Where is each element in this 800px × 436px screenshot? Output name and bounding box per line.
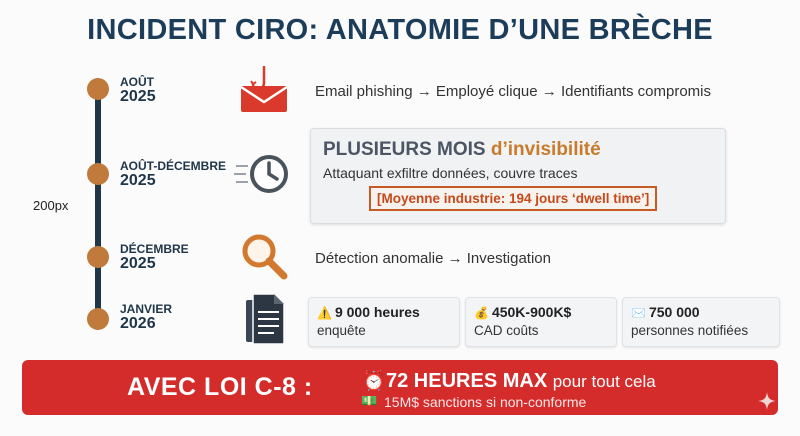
card-label: enquête	[317, 323, 366, 338]
box-title-highlight: d’invisibilité	[490, 139, 601, 160]
period-aout	[120, 76, 156, 105]
money-icon: 💵	[361, 393, 378, 408]
magnifier-icon	[240, 232, 290, 287]
dwell-time-tag: [Moyenne industrie: 194 jours ‘dwell time’]	[369, 186, 657, 211]
alarm-clock-icon: ⏰	[362, 371, 386, 392]
phishing-envelope-icon	[238, 64, 290, 119]
card-costs	[465, 297, 617, 347]
period-month: AOÛT	[120, 75, 154, 89]
card-label: CAD coûts	[474, 323, 539, 338]
warning-icon: ⚠️	[317, 306, 332, 320]
box-title-main: PLUSIEURS MOIS	[323, 139, 486, 160]
period-month: AOÛT-DÉCEMBRE	[120, 159, 227, 173]
card-label: personnes notifiées	[631, 323, 749, 338]
dwell-time-box	[310, 128, 726, 224]
envelope-icon: ✉️	[631, 306, 646, 320]
card-notified	[622, 297, 780, 347]
step-detection-text: Détection anomalie → Investigation	[315, 250, 551, 267]
banner-lead: AVEC LOI C-8 :	[127, 373, 313, 401]
timeline-dot	[87, 246, 109, 268]
box-title	[323, 139, 601, 161]
period-year: 2025	[120, 171, 156, 189]
sparkle-icon	[758, 392, 776, 410]
card-hours	[308, 297, 460, 347]
money-bag-icon: 💰	[474, 306, 489, 320]
page-title: INCIDENT CIRO: ANATOMIE D’UNE BRÈCHE	[87, 14, 713, 46]
period-year: 2025	[120, 87, 156, 105]
card-value: ⚠️ 9 000 heures	[317, 304, 420, 320]
banner-main: 72 HEURES MAX pour tout cela	[386, 370, 656, 392]
c8-banner	[22, 360, 778, 415]
timeline-dot	[87, 308, 109, 330]
banner-sub: 15M$ sanctions si non-conforme	[384, 394, 587, 410]
box-subtitle: Attaquant exfiltre données, couvre traces	[323, 165, 578, 181]
side-note: 200px	[33, 198, 69, 213]
card-value: ✉️ 750 000	[631, 304, 700, 320]
period-aout-decembre	[120, 160, 226, 189]
period-month: JANVIER	[120, 302, 173, 316]
period-year: 2025	[120, 254, 156, 272]
period-decembre	[120, 243, 189, 272]
period-janvier	[120, 303, 172, 332]
document-icon	[244, 292, 286, 351]
timeline-line	[95, 84, 101, 320]
period-month: DÉCEMBRE	[120, 242, 189, 256]
card-value: 💰 450K-900K$	[474, 304, 572, 320]
step-phishing-text: Email phishing → Employé clique → Identifiants compromis	[315, 83, 711, 100]
timeline-dot	[87, 78, 109, 100]
clock-icon	[234, 150, 292, 203]
period-year: 2026	[120, 314, 156, 332]
timeline-dot	[87, 163, 109, 185]
